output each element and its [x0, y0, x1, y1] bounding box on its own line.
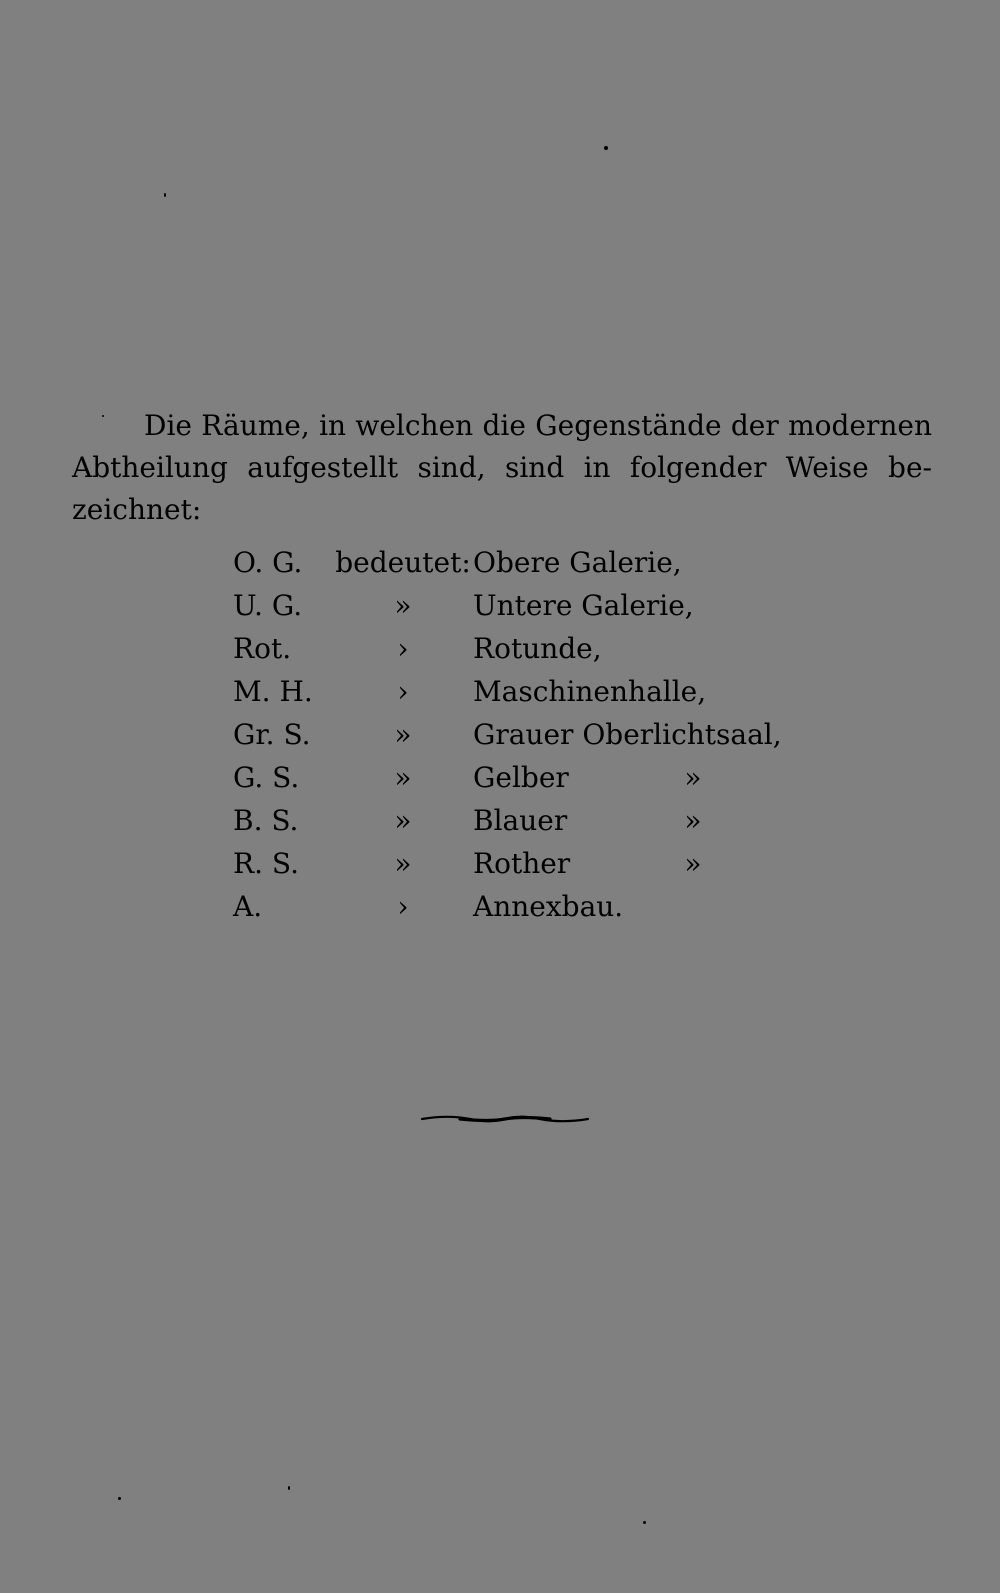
legend-meaning: Blauer — [473, 804, 568, 837]
intro-paragraph — [72, 405, 932, 531]
legend-meaning: Maschinenhalle, — [473, 675, 707, 708]
legend-meaning: Grauer Oberlichtsaal, — [473, 718, 782, 751]
legend-row — [233, 627, 793, 670]
legend-row — [233, 670, 793, 713]
legend-row — [233, 713, 793, 756]
legend-ditto-mark: » — [684, 847, 702, 880]
page-speck — [604, 146, 608, 150]
page-speck — [643, 1521, 646, 1524]
legend-abbreviation: G. S. — [233, 761, 300, 794]
legend-ditto-mark: » — [394, 804, 412, 837]
legend-abbreviation: U. G. — [233, 589, 303, 622]
legend-row — [233, 584, 793, 627]
legend-abbreviation: Gr. S. — [233, 718, 311, 751]
page-speck — [288, 1486, 290, 1490]
legend-verb: bedeutet: — [335, 546, 471, 579]
legend-meaning: Gelber — [473, 761, 569, 794]
legend-row — [233, 541, 793, 584]
legend-ditto-mark: » — [684, 804, 702, 837]
legend-ditto-mark: » — [684, 761, 702, 794]
legend-meaning: Rother — [473, 847, 571, 880]
legend-ditto-mark: » — [394, 718, 412, 751]
page-speck — [102, 415, 104, 417]
intro-line-2: Abtheilung aufgestellt sind, sind in folgender Weise be- — [72, 451, 932, 484]
legend-row — [233, 799, 793, 842]
decorative-flourish — [420, 1112, 590, 1126]
legend-ditto-mark: › — [397, 632, 409, 665]
legend-meaning: Untere Galerie, — [473, 589, 694, 622]
legend-abbreviation: O. G. — [233, 546, 303, 579]
legend-abbreviation: A. — [233, 890, 263, 923]
legend-row — [233, 842, 793, 885]
legend-meaning: Obere Galerie, — [473, 546, 682, 579]
legend-ditto-mark: » — [394, 589, 412, 622]
legend-meaning: Annexbau. — [473, 890, 624, 923]
page-speck — [164, 193, 166, 197]
legend-abbreviation: B. S. — [233, 804, 299, 837]
page-speck — [118, 1497, 121, 1500]
abbreviation-legend — [233, 541, 793, 928]
legend-ditto-mark: › — [397, 675, 409, 708]
legend-abbreviation: Rot. — [233, 632, 292, 665]
legend-ditto-mark: » — [394, 761, 412, 794]
intro-line-1: Die Räume, in welchen die Gegenstände der modernen — [144, 409, 932, 442]
legend-row — [233, 885, 793, 928]
legend-ditto-mark: › — [397, 890, 409, 923]
legend-ditto-mark: » — [394, 847, 412, 880]
legend-meaning: Rotunde, — [473, 632, 602, 665]
legend-abbreviation: R. S. — [233, 847, 299, 880]
legend-abbreviation: M. H. — [233, 675, 313, 708]
intro-line-3: zeichnet: — [72, 493, 202, 526]
legend-row — [233, 756, 793, 799]
